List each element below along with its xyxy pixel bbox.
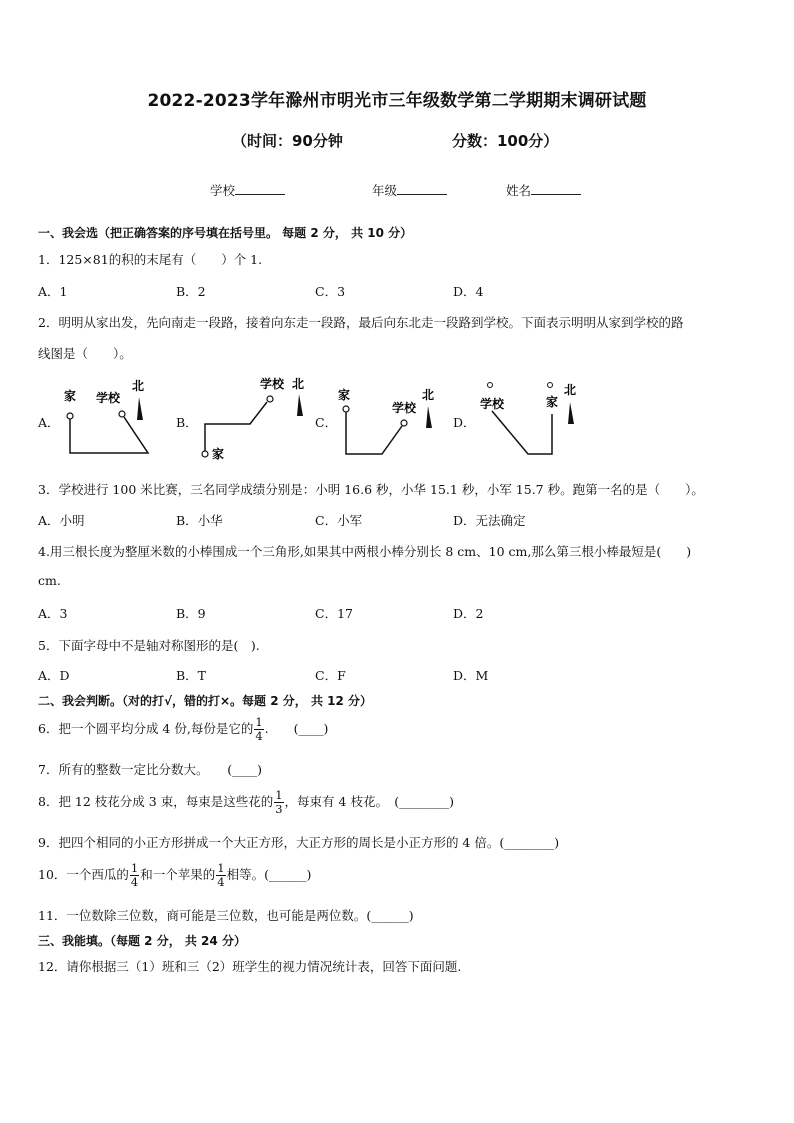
grade-blank[interactable] [397,182,447,195]
north-arrow-icon [426,406,432,428]
label-school: 学校 [392,401,417,415]
fraction-one-quarter: $\frac{1}{4}$ [255,715,263,743]
fraction-one-quarter-apple: $\frac{1}{4}$ [217,861,225,889]
label-north: 北 [292,377,305,391]
q5-option-b: B．T [176,668,207,683]
q3-option-a: A．小明 [38,513,85,528]
route-diagram-d [476,370,586,462]
section3-title: 三、我能填。（每题 2 分， 共 24 分） [38,934,246,948]
route-diagram-c [334,370,444,462]
home-point [67,413,73,419]
q2-option-b: B． [176,415,198,430]
label-school: 学校 [96,391,121,405]
q1-option-b: B．2 [176,284,206,299]
school-label: 学校 [210,183,236,198]
q6-text-after: . (____) [264,721,329,736]
name-blank[interactable] [531,182,581,195]
q4-option-c: C．17 [315,606,353,621]
exam-score: 分数：100分） [452,132,559,150]
home-point [202,451,208,457]
q4-option-d: D．2 [453,606,484,621]
q5-option-a: A．D [38,668,70,683]
label-school: 学校 [260,377,285,391]
question-9: 9．把四个相同的小正方形拼成一个大正方形，大正方形的周长是小正方形的 4 倍。(________) [38,835,560,850]
question-4-line1: 4.用三根长度为整厘米数的小棒围成一个三角形,如果其中两根小棒分别长 8 cm、10 cm,那么第三根小棒最短是( ) [38,544,692,559]
section1-title: 一、我会选（把正确答案的序号填在括号里。 每题 2 分， 共 10 分） [38,226,413,240]
label-home: 家 [64,389,77,403]
q10-text-middle: 和一个苹果的 [140,867,216,882]
north-arrow-icon [568,402,574,424]
school-point [119,411,125,417]
q1-option-d: D．4 [453,284,484,299]
question-8 [38,789,454,816]
route-path [70,417,148,453]
north-arrow-icon [137,397,143,420]
q4-option-a: A．3 [38,606,68,621]
label-school: 学校 [480,397,505,411]
q10-text-before: 10．一个西瓜的 [38,867,129,882]
exam-time: （时间：90分钟 [232,132,343,150]
route-diagram-b [194,370,314,462]
name-field [506,181,581,199]
q3-option-b: B．小华 [176,513,223,528]
question-2-line1: 2．明明从家出发，先向南走一段路，接着向东走一段路，最后向东北走一段路到学校。下面表示明明从家到学校的路 [38,315,684,330]
q4-option-b: B．9 [176,606,206,621]
q8-text-after: ，每束有 4 枝花。 (________) [284,794,454,809]
school-blank[interactable] [235,182,285,195]
question-10 [38,862,311,889]
label-north: 北 [564,383,577,397]
label-north: 北 [132,379,145,393]
route-path [492,411,552,454]
q3-option-c: C．小军 [315,513,363,528]
question-11: 11．一位数除三位数，商可能是三位数，也可能是两位数。(______) [38,908,414,923]
fraction-one-third: $\frac{1}{3}$ [275,788,283,816]
home-point [548,383,553,388]
route-path [346,412,402,454]
question-2-line2: 线图是（ ）。 [38,346,132,361]
school-field [210,181,285,199]
label-north: 北 [422,388,435,402]
q6-text-before: 6．把一个圆平均分成 4 份,每份是它的 [38,721,254,736]
route-path [205,402,267,451]
page-title: 2022-2023学年滁州市明光市三年级数学第二学期期末调研试题 [147,91,647,111]
fraction-one-quarter-watermelon: $\frac{1}{4}$ [130,861,139,889]
q2-option-c: C． [315,415,338,430]
q5-option-c: C．F [315,668,346,683]
question-5: 5．下面字母中不是轴对称图形的是( ). [38,638,260,653]
q10-text-after: 相等。(______) [226,867,312,882]
grade-label: 年级 [372,183,398,198]
name-label: 姓名 [506,183,532,198]
q2-option-a: A． [38,415,60,430]
q3-option-d: D．无法确定 [453,513,526,528]
question-12: 12．请你根据三（1）班和三（2）班学生的视力情况统计表，回答下面问题. [38,959,462,974]
home-point [343,406,349,412]
question-1: 1．125×81的积的末尾有（ ）个 1. [38,252,263,267]
section2-title: 二、我会判断。（对的打√，错的打×。每题 2 分， 共 12 分） [38,694,372,708]
route-diagram-a [56,370,156,460]
school-point [401,420,407,426]
question-6 [38,716,328,743]
q5-option-d: D．M [453,668,489,683]
school-point [267,396,273,402]
north-arrow-icon [297,394,303,416]
label-home: 家 [338,388,351,402]
question-7: 7．所有的整数一定比分数大。 (____) [38,762,262,777]
q2-option-d: D． [453,415,476,430]
q1-option-a: A．1 [38,284,68,299]
grade-field [372,181,447,199]
label-home: 家 [212,447,225,461]
question-4-line2: cm. [38,573,61,588]
q1-option-c: C．3 [315,284,346,299]
label-home: 家 [546,395,559,409]
q8-text-before: 8．把 12 枝花分成 3 束，每束是这些花的 [38,794,274,809]
question-3: 3．学校进行 100 米比赛，三名同学成绩分别是：小明 16.6 秒，小华 15.1 秒，小军 15.7 秒。跑第一名的是（ ）。 [38,482,704,497]
school-point [488,383,493,388]
